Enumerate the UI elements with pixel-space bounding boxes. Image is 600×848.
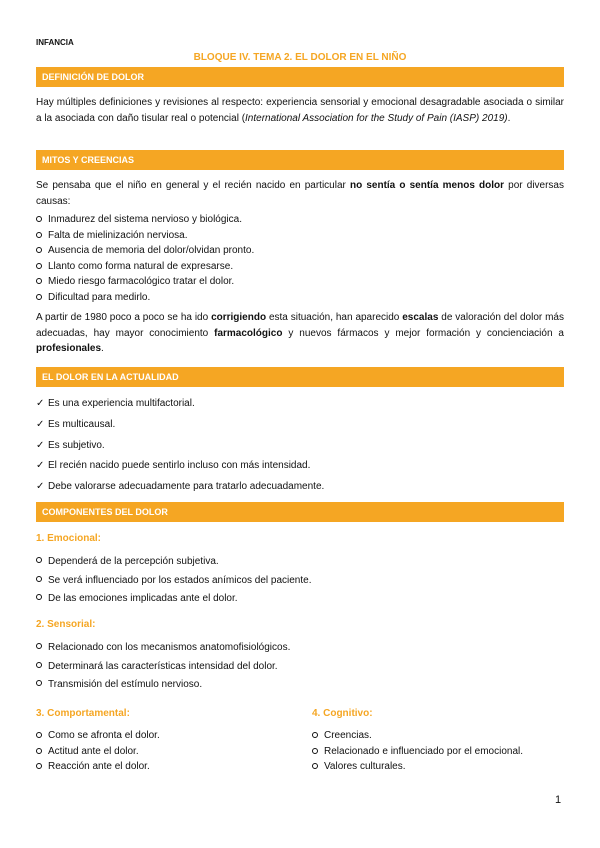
page-number: 1 bbox=[555, 794, 562, 806]
bullet-icon bbox=[36, 732, 42, 738]
bullet-icon bbox=[312, 763, 318, 769]
subheading-emocional: 1. Emocional: bbox=[36, 533, 102, 544]
list-item: Llanto como forma natural de expresarse. bbox=[36, 259, 564, 275]
list-item: Como se afronta el dolor. bbox=[36, 728, 296, 744]
sensorial-list bbox=[36, 639, 564, 695]
cognitivo-list bbox=[312, 728, 564, 775]
list-item: Relacionado e influenciado por el emocional. bbox=[312, 744, 564, 760]
section-heading-actualidad: EL DOLOR EN LA ACTUALIDAD bbox=[36, 367, 564, 387]
subheading-sensorial: 2. Sensorial: bbox=[36, 619, 96, 630]
list-item: ✓ Es multicausal. bbox=[36, 415, 564, 436]
list-item: Reacción ante el dolor. bbox=[36, 759, 296, 775]
emocional-list bbox=[36, 553, 564, 609]
check-icon: ✓ bbox=[36, 398, 45, 409]
list-item: Actitud ante el dolor. bbox=[36, 744, 296, 760]
list-item: Miedo riesgo farmacológico tratar el dolor. bbox=[36, 274, 564, 290]
list-item: ✓ Es subjetivo. bbox=[36, 436, 564, 457]
bullet-icon bbox=[36, 263, 42, 269]
bullet-icon bbox=[36, 594, 42, 600]
list-item: Creencias. bbox=[312, 728, 564, 744]
bullet-icon bbox=[36, 680, 42, 686]
mitos-list bbox=[36, 212, 564, 306]
section-heading-componentes: COMPONENTES DEL DOLOR bbox=[36, 502, 564, 522]
bullet-icon bbox=[312, 732, 318, 738]
check-icon: ✓ bbox=[36, 418, 45, 430]
section-heading-definicion: DEFINICIÓN DE DOLOR bbox=[36, 67, 564, 87]
list-item: Dificultad para medirlo. bbox=[36, 290, 564, 306]
list-item: Ausencia de memoria del dolor/olvidan pronto. bbox=[36, 243, 564, 259]
list-item: Relacionado con los mecanismos anatomofisiológicos. bbox=[36, 639, 564, 658]
bullet-icon bbox=[312, 748, 318, 754]
bullet-icon bbox=[36, 763, 42, 769]
bullet-icon bbox=[36, 557, 42, 563]
list-item: Falta de mielinización nerviosa. bbox=[36, 228, 564, 244]
comportamental-list bbox=[36, 728, 296, 775]
subject-label: INFANCIA bbox=[36, 38, 74, 47]
list-item: Transmisión del estímulo nervioso. bbox=[36, 676, 564, 695]
bullet-icon bbox=[36, 216, 42, 222]
bullet-icon bbox=[36, 278, 42, 284]
bullet-icon bbox=[36, 576, 42, 582]
check-icon: ✓ bbox=[36, 439, 45, 451]
list-item: ✓ Debe valorarse adecuadamente para tratarlo adecuadamente. bbox=[36, 477, 564, 498]
check-icon: ✓ bbox=[36, 481, 45, 493]
section-heading-mitos: MITOS Y CREENCIAS bbox=[36, 150, 564, 170]
subheading-comportamental: 3. Comportamental: bbox=[36, 708, 130, 719]
bullet-icon bbox=[36, 294, 42, 300]
bullet-icon bbox=[36, 247, 42, 253]
list-item: De las emociones implicadas ante el dolor. bbox=[36, 590, 564, 609]
list-item: Dependerá de la percepción subjetiva. bbox=[36, 553, 564, 572]
definition-paragraph: Hay múltiples definiciones y revisiones al respecto: experiencia sensorial y emocional desagradable asociada o similar a la asociada con daño tisular real o potencial (International Association for the Study of Pain (IASP) 2019). bbox=[36, 97, 564, 124]
list-item: Determinará las características intensidad del dolor. bbox=[36, 658, 564, 677]
mitos-closing-paragraph: A partir de 1980 poco a poco se ha ido corrigiendo esta situación, han aparecido escalas de valoración del dolor más adecuadas, hay mayor conocimiento farmacológico y nuevos fármacos y mejor formación y concienciación a profesionales. bbox=[36, 312, 564, 354]
list-item: ✓ Es una experiencia multifactorial. bbox=[36, 394, 564, 415]
check-icon: ✓ bbox=[36, 460, 45, 472]
list-item: Inmadurez del sistema nervioso y biológica. bbox=[36, 212, 564, 228]
list-item: Valores culturales. bbox=[312, 759, 564, 775]
bullet-icon bbox=[36, 232, 42, 238]
document-title: BLOQUE IV. TEMA 2. EL DOLOR EN EL NIÑO bbox=[193, 52, 407, 63]
list-item: ✓ El recién nacido puede sentirlo incluso con más intensidad. bbox=[36, 456, 564, 477]
subheading-cognitivo: 4. Cognitivo: bbox=[312, 708, 373, 719]
actualidad-list bbox=[36, 394, 564, 498]
bullet-icon bbox=[36, 748, 42, 754]
bullet-icon bbox=[36, 662, 42, 668]
bullet-icon bbox=[36, 643, 42, 649]
mitos-intro-paragraph: Se pensaba que el niño en general y el recién nacido en particular no sentía o sentía menos dolor por diversas causas: bbox=[36, 180, 564, 207]
list-item: Se verá influenciado por los estados anímicos del paciente. bbox=[36, 572, 564, 591]
